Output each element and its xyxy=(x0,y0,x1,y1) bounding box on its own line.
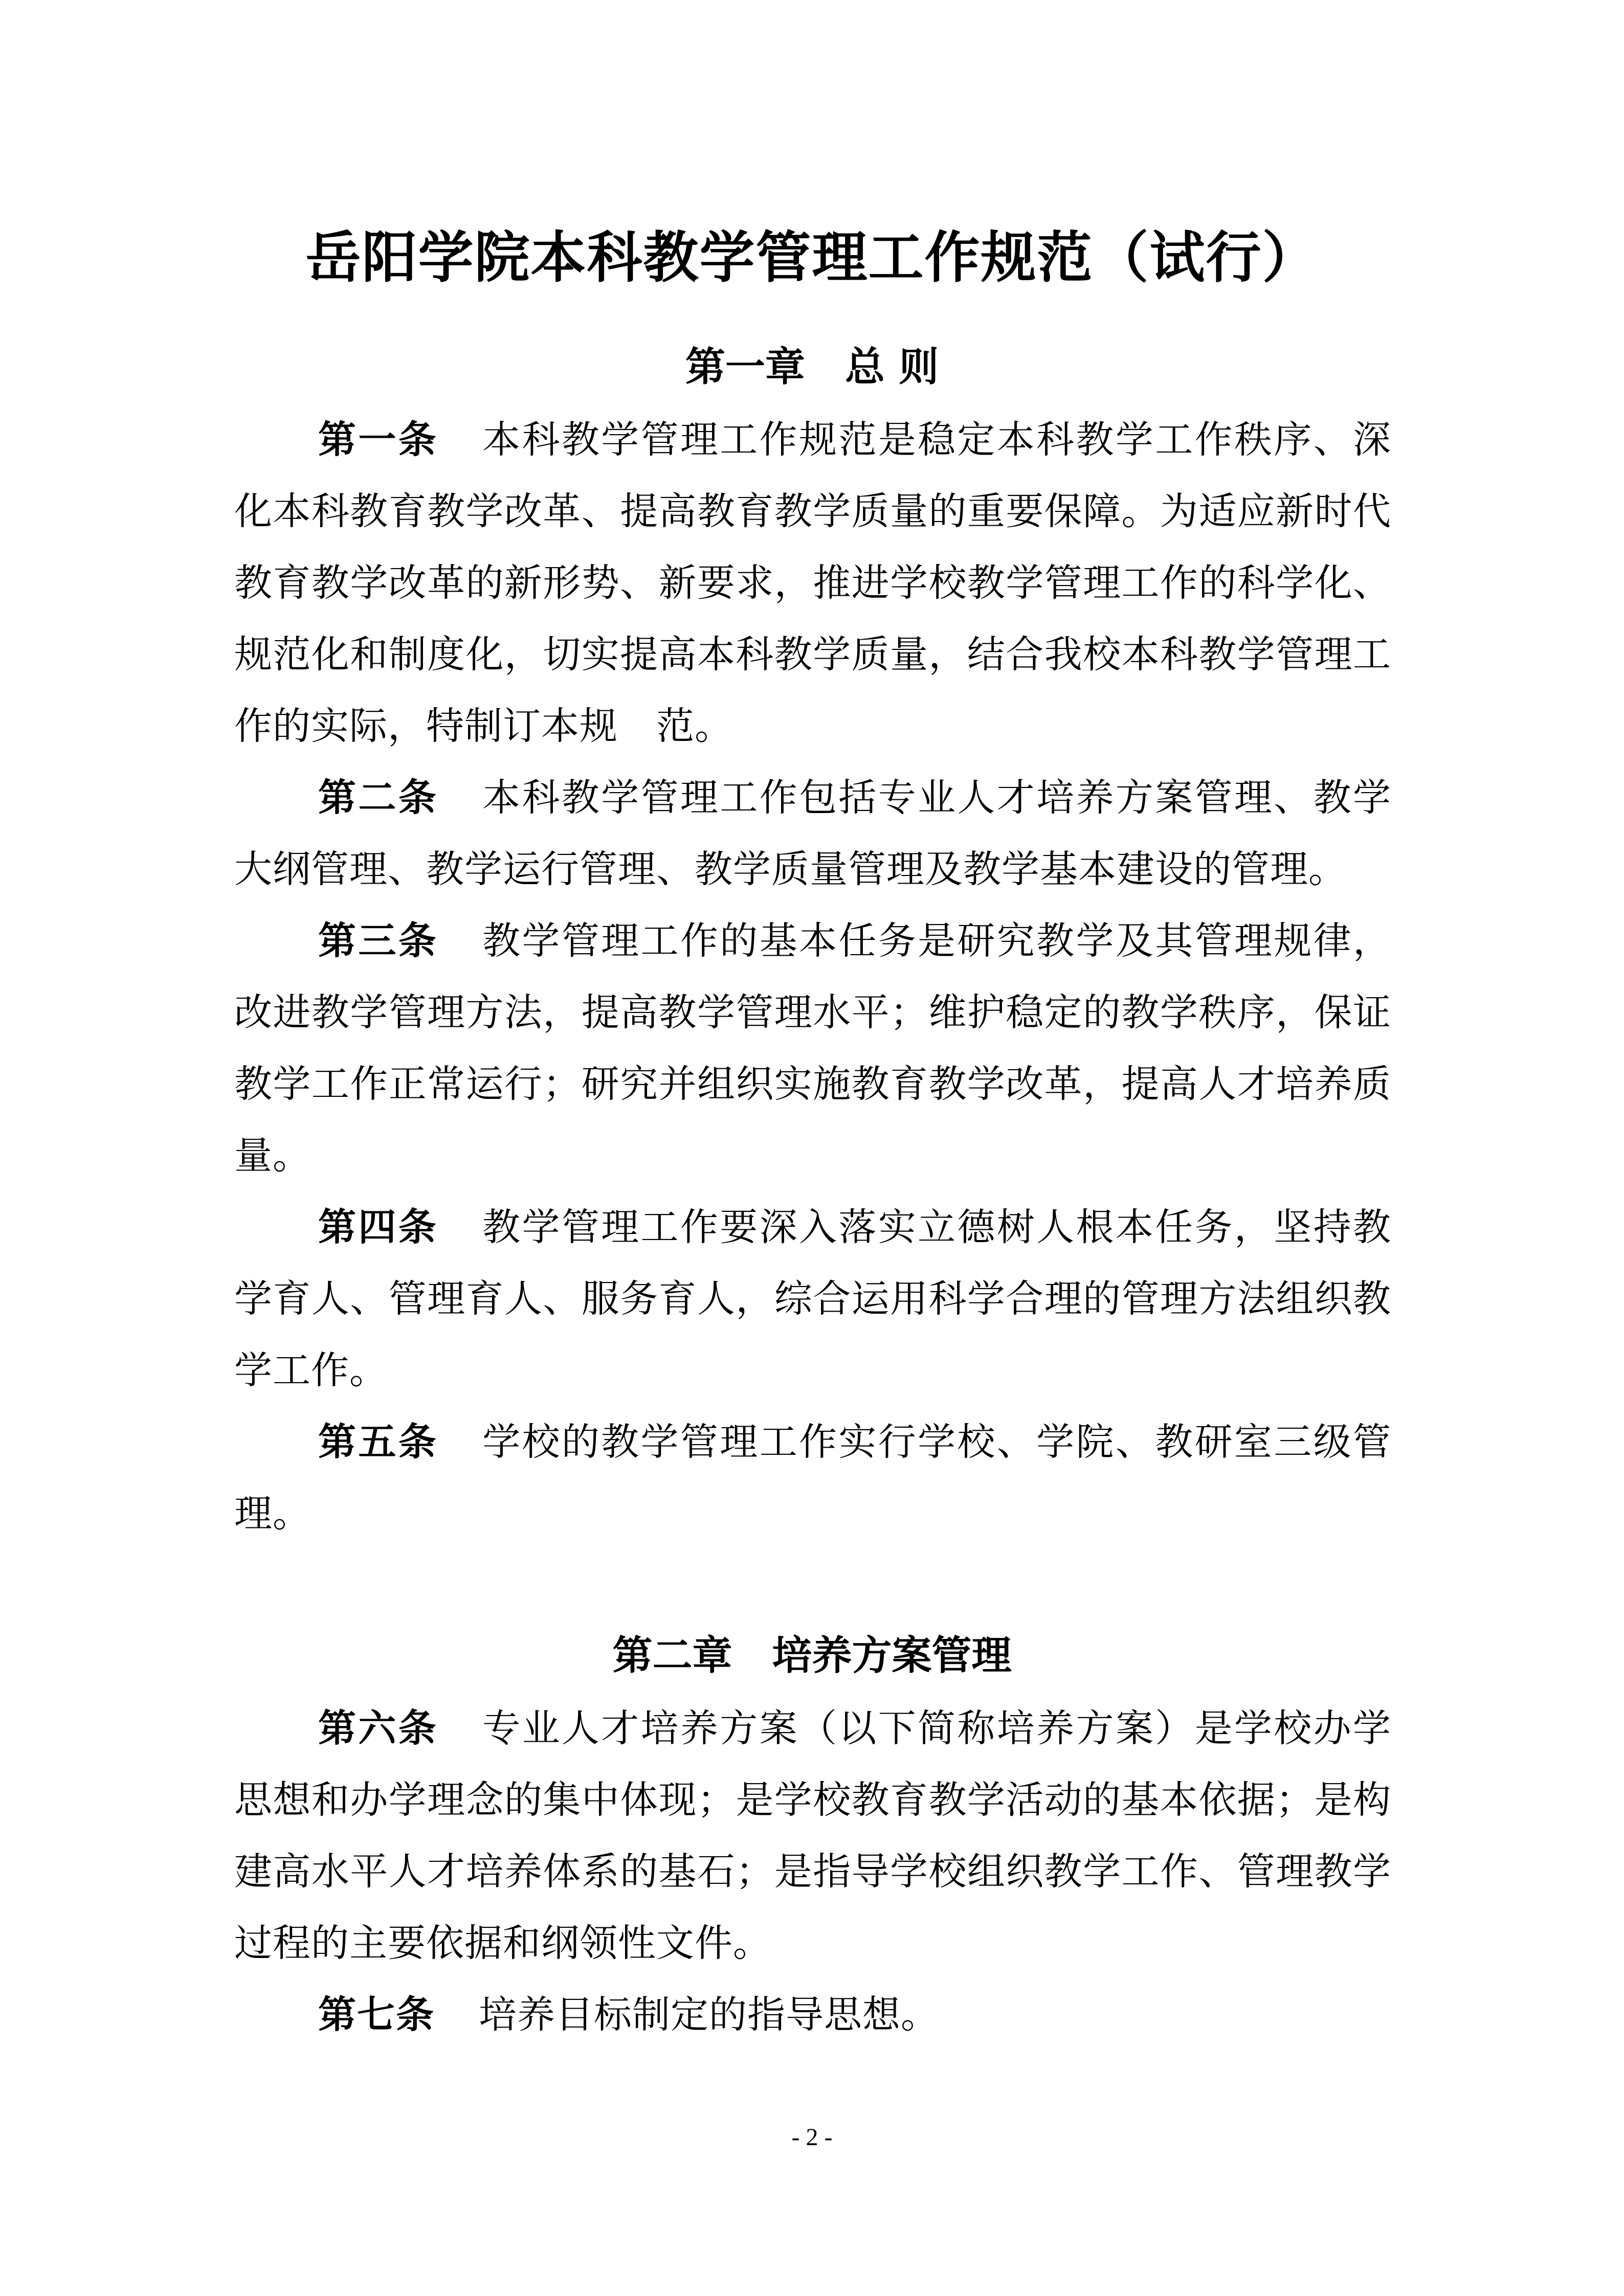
article-number: 第五条 xyxy=(318,1420,439,1464)
page-number: - 2 - xyxy=(791,2124,833,2151)
article-paragraph xyxy=(234,905,1391,1191)
article-text: 教学管理工作的基本任务是研究教学及其管理规律，改进教学管理方法，提高教学管理水平；维护稳定的教学秩序，保证教学工作正常运行；研究并组织实施教育教学改革，提高人才培养质量。 xyxy=(234,919,1392,1178)
article-paragraph xyxy=(234,1979,1391,2051)
article-paragraph xyxy=(234,1406,1391,1549)
article-text: 专业人才培养方案（以下简称培养方案）是学校办学思想和办学理念的集中体现；是学校教育教学活动的基本依据；是构建高水平人才培养体系的基石；是指导学校组织教学工作、管理教学过程的主要依据和纲领性文件。 xyxy=(234,1706,1392,1965)
article-number: 第三条 xyxy=(318,919,439,963)
article-paragraph xyxy=(234,1191,1391,1406)
article-number: 第七条 xyxy=(318,1993,435,2037)
article-text: 培养目标制定的指导思想。 xyxy=(479,1993,939,2037)
article-number: 第六条 xyxy=(318,1706,439,1750)
chapter-heading: 第一章 总 则 xyxy=(685,344,939,390)
document-title: 岳阳学院本科教学管理工作规范（试行） xyxy=(305,226,1319,290)
article-text: 教学管理工作要深入落实立德树人根本任务，坚持教学育人、管理育人、服务育人，综合运用科学合理的管理方法组织教学工作。 xyxy=(234,1205,1392,1392)
article-paragraph xyxy=(234,762,1391,905)
article-number: 第二条 xyxy=(318,776,439,820)
article-paragraph xyxy=(234,404,1391,762)
chapter-body xyxy=(234,1693,1391,2051)
article-text: 学校的教学管理工作实行学校、学院、教研室三级管理。 xyxy=(234,1420,1392,1536)
article-paragraph xyxy=(234,1693,1391,1979)
article-number: 第一条 xyxy=(318,418,439,462)
article-text: 本科教学管理工作包括专业人才培养方案管理、教学大纲管理、教学运行管理、教学质量管理及教学基本建设的管理。 xyxy=(234,776,1392,891)
chapter-heading: 第二章 培养方案管理 xyxy=(612,1633,1012,1679)
article-text: 本科教学管理工作规范是稳定本科教学工作秩序、深化本科教育教学改革、提高教育教学质量的重要保障。为适应新时代教育教学改革的新形势、新要求，推进学校教学管理工作的科学化、规范化和制度化，切实提高本科教学质量，结合我校本科教学管理工作的实际，特制订本规 范。 xyxy=(234,418,1392,748)
article-number: 第四条 xyxy=(318,1205,439,1249)
chapter-body xyxy=(234,404,1391,1549)
